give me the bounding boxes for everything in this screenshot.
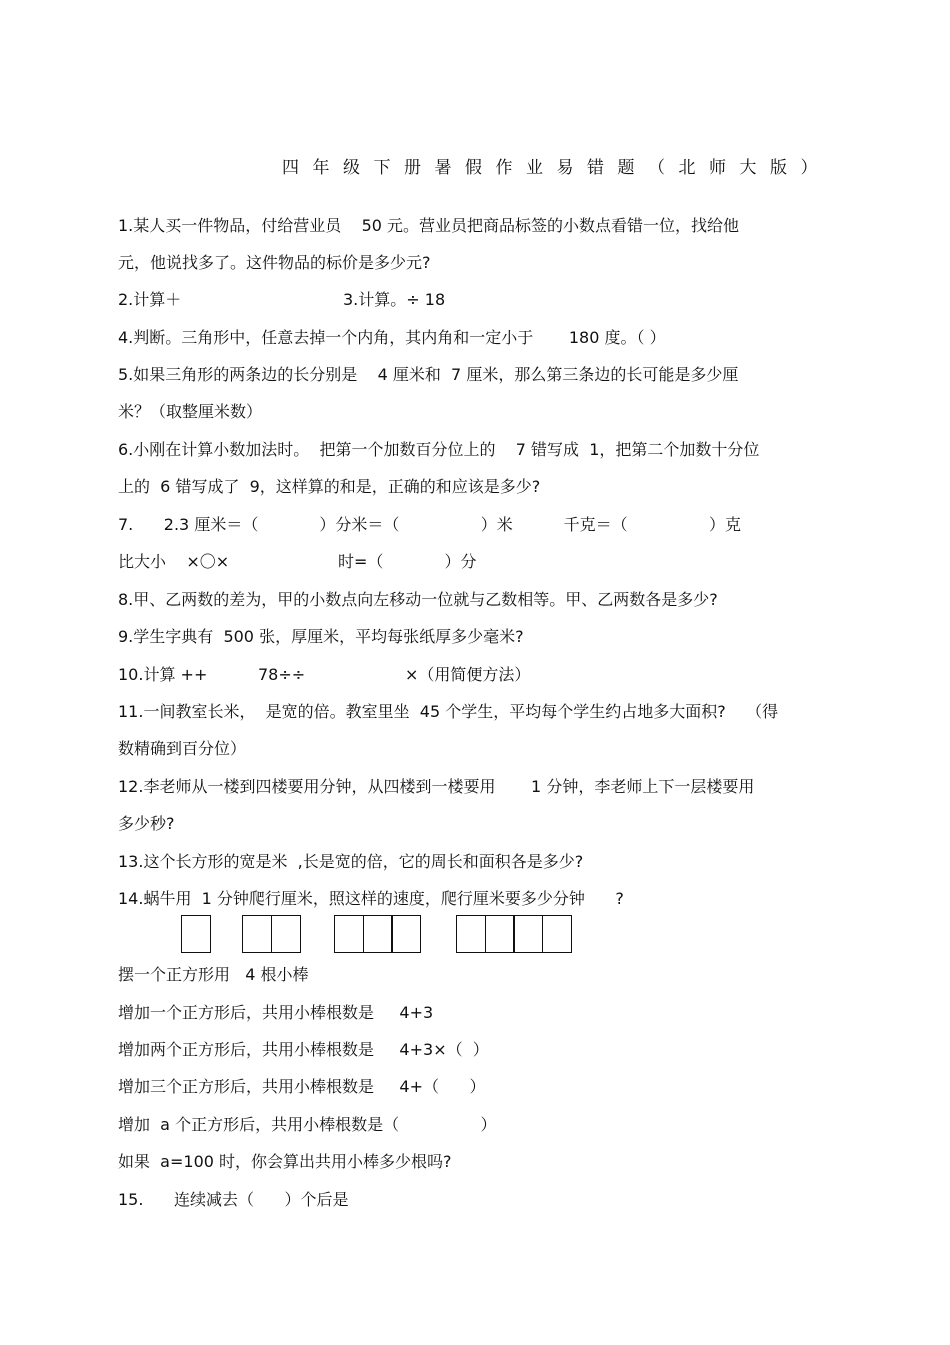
sticks-line-4: 增加三个正方形后，共用小棒根数是 4+（ ） bbox=[118, 1077, 486, 1096]
square-cell bbox=[456, 915, 486, 953]
square-cell bbox=[391, 915, 421, 953]
question-10: 10.计算 ++ bbox=[118, 665, 208, 684]
sticks-line-3: 增加两个正方形后，共用小棒根数是 4+3×（ ） bbox=[118, 1040, 489, 1059]
question-7-compare: 比大小 ×〇× bbox=[118, 552, 230, 571]
square-cell bbox=[363, 915, 393, 953]
square-pattern-3 bbox=[334, 915, 421, 955]
square-cell bbox=[334, 915, 364, 953]
square-cell bbox=[181, 915, 211, 953]
question-11-line-2: 数精确到百分位） bbox=[118, 739, 247, 758]
question-1-line-2: 元，他说找多了。这件物品的标价是多少元? bbox=[118, 253, 431, 272]
sticks-line-2: 增加一个正方形后，共用小棒根数是 4+3 bbox=[118, 1003, 434, 1022]
question-6-line-2: 上的 6 错写成了 9，这样算的和是，正确的和应该是多少? bbox=[118, 477, 541, 496]
question-7-time: 时=（ ）分 bbox=[338, 552, 477, 571]
question-5-line-2: 米？（取整厘米数） bbox=[118, 402, 263, 421]
question-1-line-1: 1.某人买一件物品，付给营业员 50 元。营业员把商品标签的小数点看错一位，找给他 bbox=[118, 216, 740, 235]
square-pattern-2 bbox=[242, 915, 301, 955]
sticks-line-6: 如果 a=100 时，你会算出共用小棒多少根吗? bbox=[118, 1152, 452, 1171]
page-title: 四年级下册暑假作业易错题（北师大版） bbox=[282, 158, 831, 178]
question-6-line-1: 6.小刚在计算小数加法时。 把第一个加数百分位上的 7 错写成 1，把第二个加数十分位 bbox=[118, 440, 760, 459]
question-7-line-1: 7. 2.3 厘米＝（ ）分米＝（ ）米 千克＝（ ）克 bbox=[118, 515, 741, 534]
sticks-line-5: 增加 a 个正方形后，共用小棒根数是（ ） bbox=[118, 1115, 497, 1134]
question-3: 3.计算。÷ 18 bbox=[343, 290, 446, 309]
question-4: 4.判断。三角形中，任意去掉一个内角，其内角和一定小于 180 度。（ ） bbox=[118, 328, 666, 347]
question-10-part-2: 78÷÷ bbox=[258, 665, 306, 684]
question-13: 13.这个长方形的宽是米 ,长是宽的倍，它的周长和面积各是多少? bbox=[118, 852, 584, 871]
question-11-line-1: 11.一间教室长米， 是宽的倍。教室里坐 45 个学生，平均每个学生约占地多大面积? （得 bbox=[118, 702, 779, 721]
question-12-line-2: 多少秒? bbox=[118, 814, 175, 833]
sticks-line-1: 摆一个正方形用 4 根小棒 bbox=[118, 965, 309, 984]
question-9: 9.学生字典有 500 张，厚厘米，平均每张纸厚多少毫米? bbox=[118, 627, 524, 646]
square-cell bbox=[485, 915, 515, 953]
square-cell bbox=[271, 915, 301, 953]
square-cell bbox=[542, 915, 572, 953]
question-10-part-3: ×（用简便方法） bbox=[405, 665, 531, 684]
square-pattern-4 bbox=[456, 915, 572, 955]
question-2: 2.计算＋ bbox=[118, 290, 182, 309]
question-15: 15. 连续减去（ ）个后是 bbox=[118, 1190, 349, 1209]
square-cell bbox=[242, 915, 272, 953]
question-8: 8.甲、乙两数的差为，甲的小数点向左移动一位就与乙数相等。甲、乙两数各是多少? bbox=[118, 590, 718, 609]
square-cell bbox=[513, 915, 543, 953]
question-14: 14.蜗牛用 1 分钟爬行厘米，照这样的速度，爬行厘米要多少分钟 ? bbox=[118, 889, 624, 908]
square-pattern-1 bbox=[181, 915, 211, 955]
question-5-line-1: 5.如果三角形的两条边的长分别是 4 厘米和 7 厘米，那么第三条边的长可能是多少厘 bbox=[118, 365, 739, 384]
question-12-line-1: 12.李老师从一楼到四楼要用分钟，从四楼到一楼要用 1 分钟，李老师上下一层楼要用 bbox=[118, 777, 755, 796]
